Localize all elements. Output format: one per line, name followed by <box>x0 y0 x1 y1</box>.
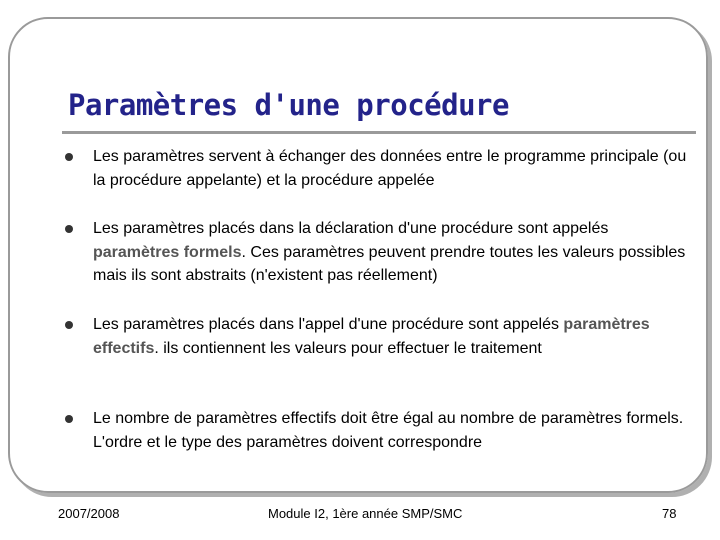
footer-course: Module I2, 1ère année SMP/SMC <box>268 506 463 521</box>
bullet-text-2 <box>93 217 698 288</box>
bullet-dot-icon <box>65 225 73 233</box>
term-parametres-formels: paramètres formels <box>93 243 242 261</box>
bullet-text-2-after: . Ces paramètres peuvent prendre toutes les valeurs possibles mais ils sont abstraits (n'existent pas réellement) <box>93 243 686 284</box>
term-parametres-effectifs: paramètres effectifs <box>93 316 650 357</box>
bullet-text-4: Le nombre de paramètres effectifs doit être égal au nombre de paramètres formels. L'ordre et le type des paramètres doivent correspondre <box>93 410 684 451</box>
bullet-dot-icon <box>65 321 73 329</box>
bullet-text-1: Les paramètres servent à échanger des données entre le programme principale (ou la procédure appelante) et la procédure appelée <box>93 148 687 189</box>
bullet-dot-icon <box>65 153 73 161</box>
title-underline <box>62 131 696 134</box>
bullet-text-3-after: . ils contiennent les valeurs pour effectuer le traitement <box>154 339 542 357</box>
bullet-text-3-before: Les paramètres placés dans l'appel d'une procédure sont appelés <box>93 316 564 333</box>
bullet-text-2-before: Les paramètres placés dans la déclaration d'une procédure sont appelés <box>93 220 609 237</box>
bullet-dot-icon <box>65 415 73 423</box>
slide-title: Paramètres d'une procédure <box>68 88 509 122</box>
footer-page-number: 78 <box>662 506 677 521</box>
footer-date: 2007/2008 <box>58 506 120 521</box>
bullet-text-3 <box>93 313 698 360</box>
